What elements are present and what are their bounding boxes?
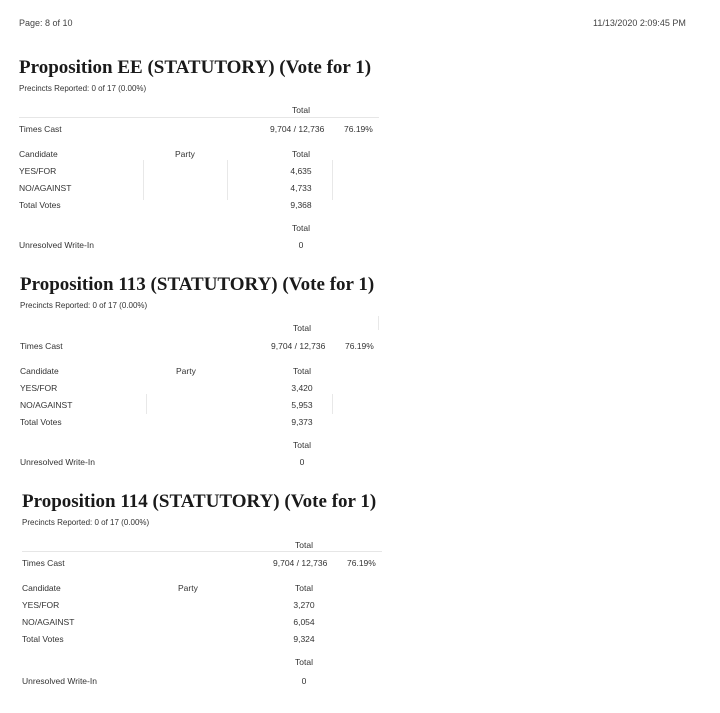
total-votes-value: 9,368 [290, 200, 312, 210]
candidate-name: YES/FOR [20, 383, 58, 393]
candidate-name: YES/FOR [19, 166, 57, 176]
column-header-party: Party [178, 583, 198, 593]
column-header-party: Party [175, 149, 195, 159]
page-number: Page: 8 of 10 [19, 18, 73, 28]
column-header-total: Total [295, 583, 313, 593]
times-cast-label: Times Cast [19, 124, 62, 134]
column-header-total: Total [293, 366, 311, 376]
candidate-name: NO/AGAINST [22, 617, 75, 627]
times-cast-total-header: Total [293, 323, 311, 333]
candidate-name: NO/AGAINST [20, 400, 73, 410]
times-cast-value: 9,704 / 12,736 [273, 558, 328, 568]
write-in-total-header: Total [295, 657, 313, 667]
column-divider [378, 316, 379, 330]
times-cast-total-header: Total [295, 540, 313, 550]
times-cast-total-header: Total [292, 105, 310, 115]
total-votes-label: Total Votes [19, 200, 61, 210]
times-cast-label: Times Cast [20, 341, 63, 351]
print-timestamp: 11/13/2020 2:09:45 PM [593, 18, 686, 28]
candidate-total: 5,953 [291, 400, 313, 410]
column-divider [146, 394, 147, 414]
contest-title: Proposition EE (STATUTORY) (Vote for 1) [19, 57, 372, 78]
contest-section [22, 491, 720, 691]
write-in-total-header: Total [293, 440, 311, 450]
times-cast-value: 9,704 / 12,736 [270, 124, 325, 134]
contest-section [19, 57, 719, 257]
write-in-label: Unresolved Write-In [22, 676, 97, 686]
candidate-total: 4,733 [290, 183, 312, 193]
write-in-total-header: Total [292, 223, 310, 233]
candidate-name: YES/FOR [22, 600, 60, 610]
total-votes-label: Total Votes [20, 417, 62, 427]
candidate-name: NO/AGAINST [19, 183, 72, 193]
column-divider [143, 160, 144, 200]
candidate-total: 4,635 [290, 166, 312, 176]
contest-title: Proposition 114 (STATUTORY) (Vote for 1) [22, 491, 377, 512]
times-cast-percent: 76.19% [344, 124, 373, 134]
contest-section [20, 274, 720, 474]
column-divider [227, 160, 228, 200]
times-cast-value: 9,704 / 12,736 [271, 341, 326, 351]
precincts-reported: Precincts Reported: 0 of 17 (0.00%) [20, 301, 148, 310]
candidate-total: 3,270 [293, 600, 315, 610]
row-divider [19, 117, 379, 118]
candidate-total: 6,054 [293, 617, 315, 627]
candidate-total: 3,420 [291, 383, 313, 393]
times-cast-label: Times Cast [22, 558, 65, 568]
write-in-value: 0 [301, 676, 307, 686]
column-header-candidate: Candidate [20, 366, 59, 376]
column-header-candidate: Candidate [22, 583, 61, 593]
page-header [0, 0, 720, 40]
precincts-reported: Precincts Reported: 0 of 17 (0.00%) [19, 84, 147, 93]
write-in-label: Unresolved Write-In [20, 457, 95, 467]
column-header-total: Total [292, 149, 310, 159]
write-in-value: 0 [298, 240, 304, 250]
precincts-reported: Precincts Reported: 0 of 17 (0.00%) [22, 518, 150, 527]
times-cast-percent: 76.19% [345, 341, 374, 351]
times-cast-percent: 76.19% [347, 558, 376, 568]
write-in-value: 0 [299, 457, 305, 467]
row-divider [22, 551, 382, 552]
total-votes-label: Total Votes [22, 634, 64, 644]
column-header-party: Party [176, 366, 196, 376]
column-header-candidate: Candidate [19, 149, 58, 159]
total-votes-value: 9,373 [291, 417, 313, 427]
write-in-label: Unresolved Write-In [19, 240, 94, 250]
total-votes-value: 9,324 [293, 634, 315, 644]
contest-title: Proposition 113 (STATUTORY) (Vote for 1) [20, 274, 375, 295]
